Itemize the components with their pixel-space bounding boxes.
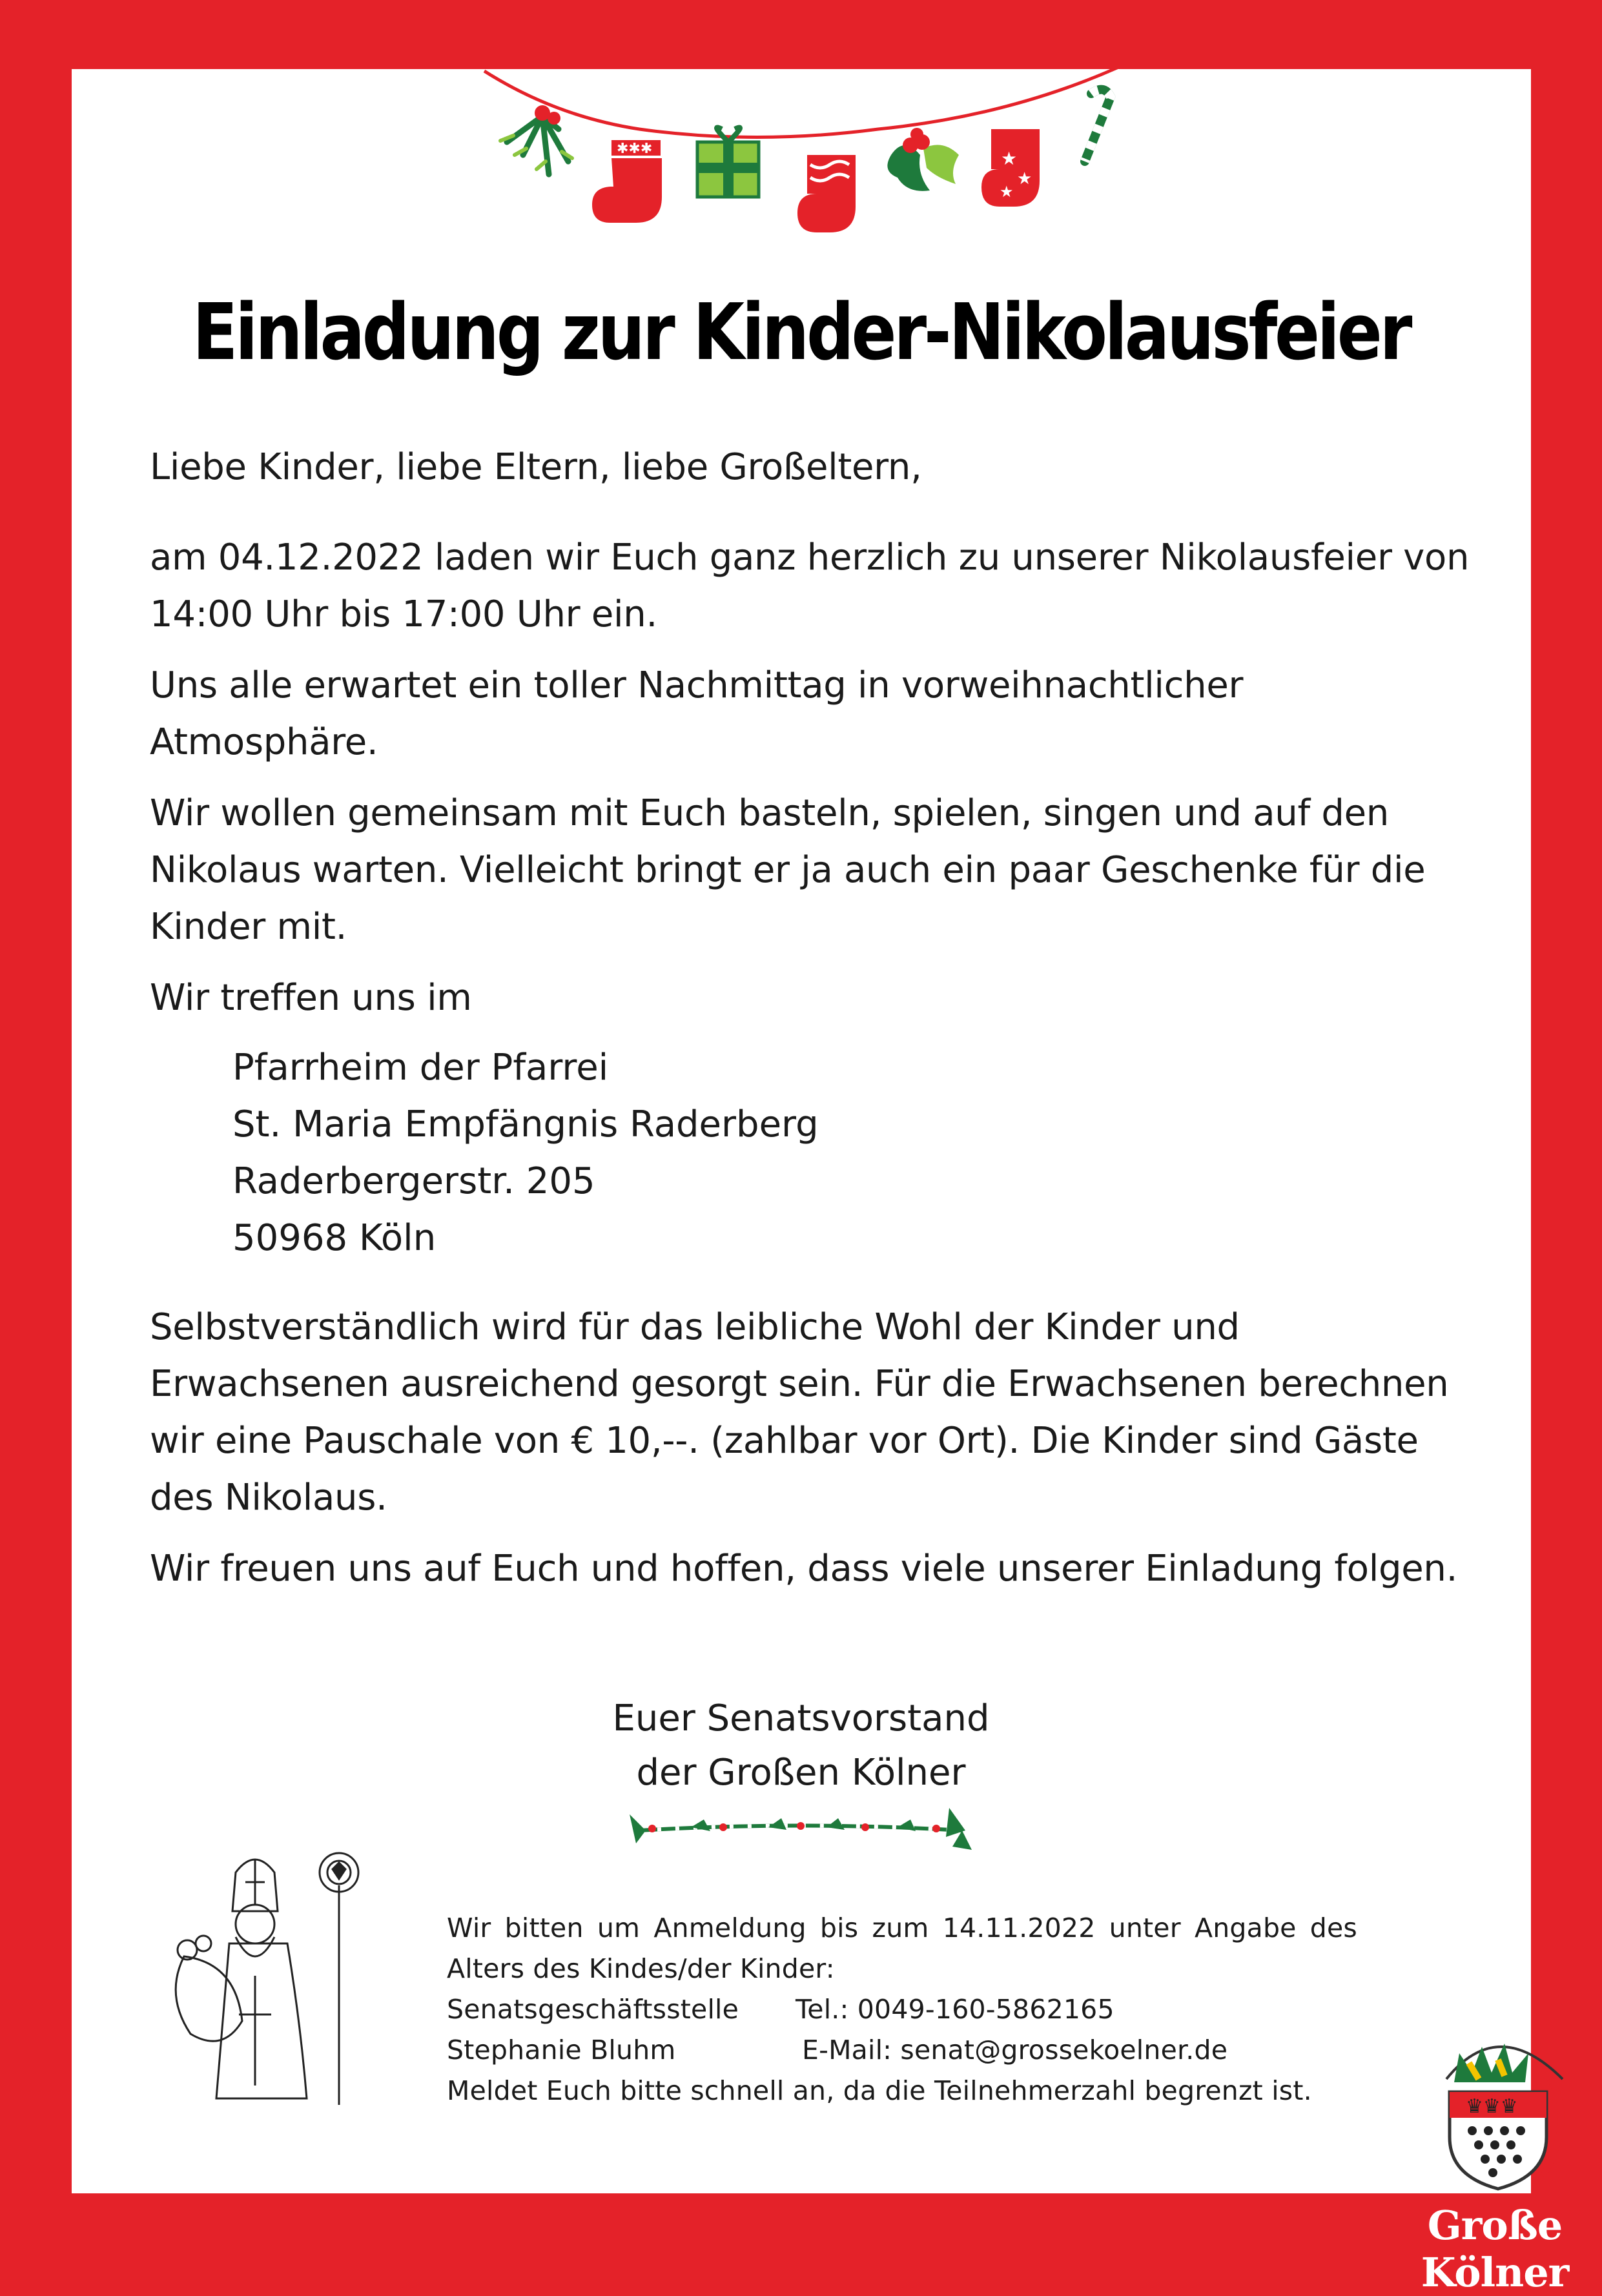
brand-name: Große Kölner [1421, 2202, 1569, 2296]
paragraph-closing: Wir freuen uns auf Euch und hoffen, dass viele unserer Einladung folgen. [150, 1548, 1458, 1590]
svg-text:✱✱✱: ✱✱✱ [617, 141, 653, 157]
svg-text:♛♛♛: ♛♛♛ [1466, 2095, 1518, 2118]
office-label: Senatsgeschäftsstelle [447, 1994, 739, 2025]
page-title: Einladung zur Kinder-Nikolausfeier [192, 288, 1410, 378]
registration-line: Wir bitten um Anmeldung bis zum 14.11.2022 unter Angabe des [447, 1912, 1357, 1943]
crest-logo [1421, 2034, 1576, 2195]
paragraph-meeting: Wir treffen uns im [150, 977, 472, 1019]
svg-text:★: ★ [1001, 148, 1018, 169]
email-address: E-Mail: senat@grossekoelner.de [802, 2035, 1228, 2065]
paragraph-date: am 04.12.2022 laden wir Euch ganz herzlich zu unserer Nikolausfeier von 14:00 Uhr bis 17:00 Uhr ein. [150, 537, 1470, 635]
signature-line: Euer Senatsvorstand [612, 1697, 990, 1739]
phone-number: Tel.: 0049-160-5862165 [796, 1994, 1114, 2025]
address-line: Raderbergerstr. 205 [232, 1160, 595, 1202]
address-line: 50968 Köln [232, 1217, 436, 1259]
paragraph-activities: Wir wollen gemeinsam mit Euch basteln, spielen, singen und auf den Nikolaus warten. Vielleicht bringt er ja auch ein paar Geschenke für die Kinder mit. [150, 792, 1426, 948]
svg-text:★: ★ [1000, 183, 1014, 201]
registration-line: Alters des Kindes/der Kinder: [447, 1953, 835, 1984]
nikolaus-illustration [158, 1847, 371, 2111]
address-line: St. Maria Empfängnis Raderberg [232, 1103, 819, 1145]
contact-name: Stephanie Bluhm [447, 2035, 676, 2065]
greeting: Liebe Kinder, liebe Eltern, liebe Großeltern, [150, 446, 922, 488]
signature [0, 1692, 1602, 1800]
registration-info [447, 1908, 1357, 2111]
paragraph-catering: Selbstverständlich wird für das leibliche Wohl der Kinder und Erwachsenen ausreichend gesorgt sein. Für die Erwachsenen berechnen wir eine Pauschale von € 10,--. (zahlbar vor Ort). Die Kinder sind Gäste des Nikolaus. [150, 1306, 1449, 1519]
registration-note: Meldet Euch bitte schnell an, da die Teilnehmerzahl begrenzt ist. [447, 2075, 1312, 2106]
signature-line: der Großen Kölner [636, 1752, 966, 1794]
address-line: Pfarrheim der Pfarrei [232, 1047, 609, 1089]
paragraph-atmosphere: Uns alle erwartet ein toller Nachmittag in vorweihnachtlicher Atmosphäre. [150, 664, 1244, 763]
svg-text:★: ★ [1017, 169, 1032, 189]
holly-garland-icon [626, 1801, 975, 1853]
christmas-garland-icon [478, 65, 1124, 245]
